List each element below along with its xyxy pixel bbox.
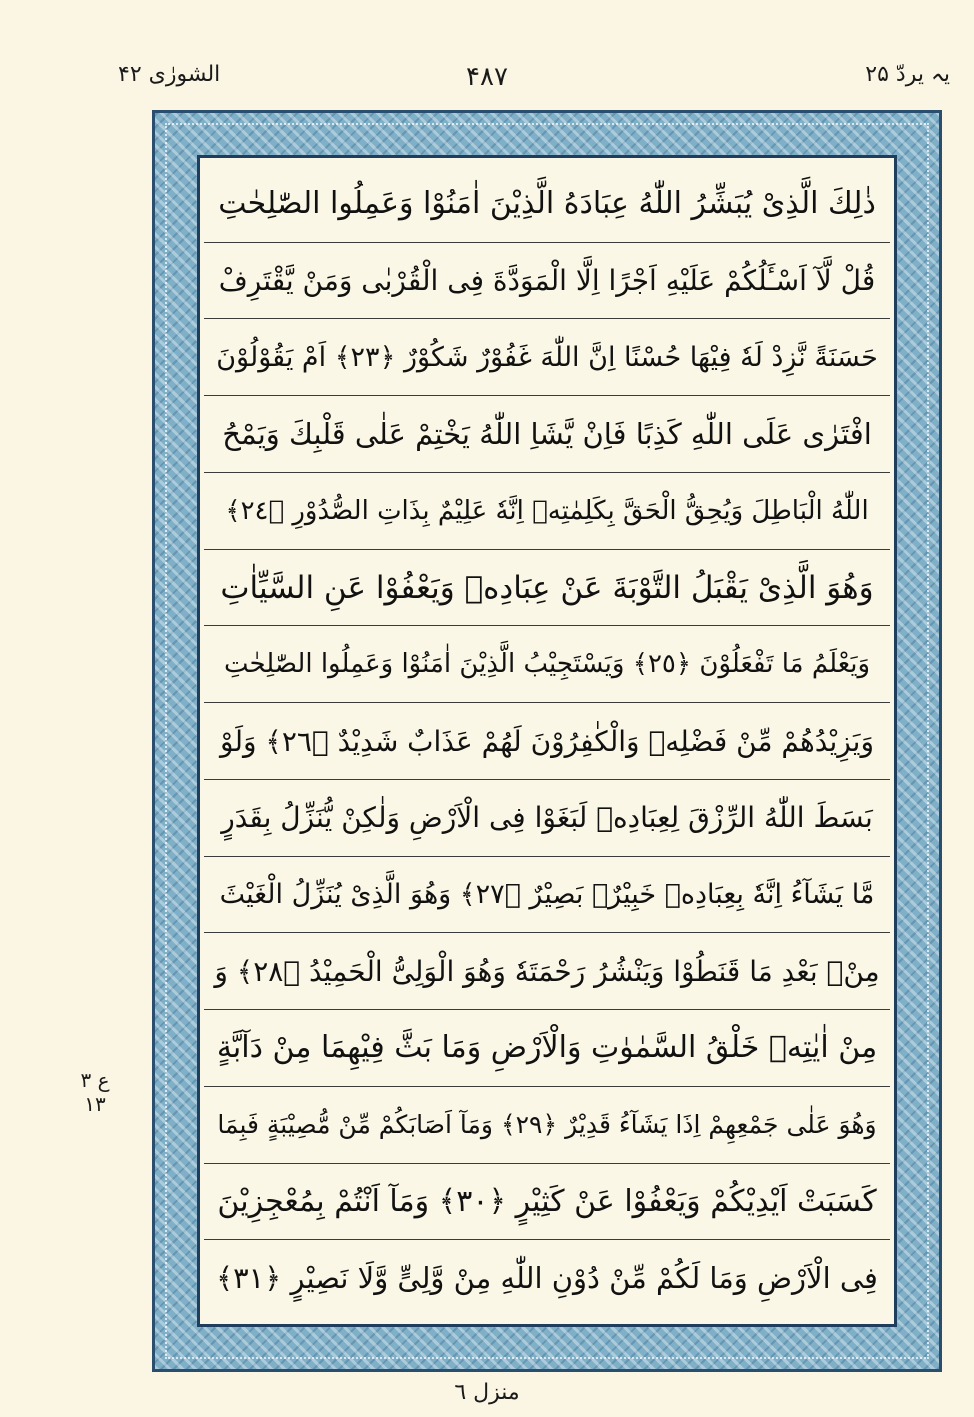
manzil-footer: منزل ٦ (454, 1380, 520, 1405)
decorative-border (152, 110, 942, 1372)
verse-line-10: مَّا يَشَآءُ اِنَّهٗ بِعِبَادِهٖ خَبِيْرٌۢ بَصِيْرٌ ﴿٢٧﴾ وَهُوَ الَّذِىْ يُنَزِّلُ الْغَيْثَ (204, 857, 890, 934)
verse-line-15: فِى الْاَرْضِ وَمَا لَكُمْ مِّنْ دُوْنِ اللّٰهِ مِنْ وَّلِىٍّ وَّلَا نَصِيْرٍ ﴿٣١﴾ (216, 1261, 878, 1296)
verse-line-7: وَيَعْلَمُ مَا تَفْعَلُوْنَ ﴿٢٥﴾ وَيَسْتَجِيْبُ الَّذِيْنَ اٰمَنُوْا وَعَمِلُوا الصّٰلِحٰتِ (204, 626, 890, 703)
ruku-marker: ع ٣ ١٣ (80, 1068, 110, 1116)
verse-line-11: مِنْۢ بَعْدِ مَا قَنَطُوْا وَيَنْشُرُ رَحْمَتَهٗ وَهُوَ الْوَلِىُّ الْحَمِيْدُ ﴿٢٨﴾ وَ (204, 933, 890, 1010)
verse-line-13: وَهُوَ عَلٰى جَمْعِهِمْ اِذَا يَشَآءُ قَدِيْرٌ ﴿٢٩﴾ وَمَآ اَصَابَكُمْ مِّنْ مُّصِيْبَةٍ فَبِمَا (204, 1087, 890, 1164)
verse-line-6: وَهُوَ الَّذِىْ يَقْبَلُ التَّوْبَةَ عَنْ عِبَادِهٖ وَيَعْفُوْا عَنِ السَّيِّاٰتِ (204, 550, 890, 627)
verse-line-4: افْتَرٰى عَلَى اللّٰهِ كَذِبًا فَاِنْ يَّشَاِ اللّٰهُ يَخْتِمْ عَلٰى قَلْبِكَ وَيَمْحُ (204, 396, 890, 473)
verse-line-2: قُلْ لَّآ اَسْـَٔلُكُمْ عَلَيْهِ اَجْرًا اِلَّا الْمَوَدَّةَ فِى الْقُرْبٰى وَمَنْ يَّقْتَرِفْ (204, 243, 890, 320)
verse-lines (204, 166, 890, 1316)
verse-line-9: بَسَطَ اللّٰهُ الرِّزْقَ لِعِبَادِهٖ لَبَغَوْا فِى الْاَرْضِ وَلٰكِنْ يُّنَزِّلُ بِقَدَرٍ (204, 780, 890, 857)
verse-line-14: كَسَبَتْ اَيْدِيْكُمْ وَيَعْفُوْا عَنْ كَثِيْرٍ ﴿٣٠﴾ وَمَآ اَنْتُمْ بِمُعْجِزِيْنَ (204, 1164, 890, 1241)
verse-line-3: حَسَنَةً نَّزِدْ لَهٗ فِيْهَا حُسْنًا اِنَّ اللّٰهَ غَفُوْرٌ شَكُوْرٌ ﴿٢٣﴾ اَمْ يَقُوْلُوْنَ (204, 319, 890, 396)
text-panel (197, 155, 897, 1327)
verse-line-5: اللّٰهُ الْبَاطِلَ وَيُحِقُّ الْحَقَّ بِكَلِمٰتِهٖ اِنَّهٗ عَلِيْمٌ بِذَاتِ الصُّدُوْرِ ﴿٢٤﴾ (204, 473, 890, 550)
para-name-header: یہ یردّ ۲۵ (865, 62, 950, 87)
verse-line-12: مِنْ اٰيٰتِهٖ خَلْقُ السَّمٰوٰتِ وَالْاَرْضِ وَمَا بَثَّ فِيْهِمَا مِنْ دَآبَّةٍ (204, 1010, 890, 1087)
verse-line-1: ذٰلِكَ الَّذِىْ يُبَشِّرُ اللّٰهُ عِبَادَهُ الَّذِيْنَ اٰمَنُوْا وَعَمِلُوا الصّٰلِحٰتِ (204, 166, 890, 243)
verse-line-8: وَيَزِيْدُهُمْ مِّنْ فَضْلِهٖ وَالْكٰفِرُوْنَ لَهُمْ عَذَابٌ شَدِيْدٌ ﴿٢٦﴾ وَلَوْ (204, 703, 890, 780)
surah-name-header: الشورٰی ۴۲ (118, 62, 221, 87)
page-number: ۴۸۷ (466, 62, 508, 92)
